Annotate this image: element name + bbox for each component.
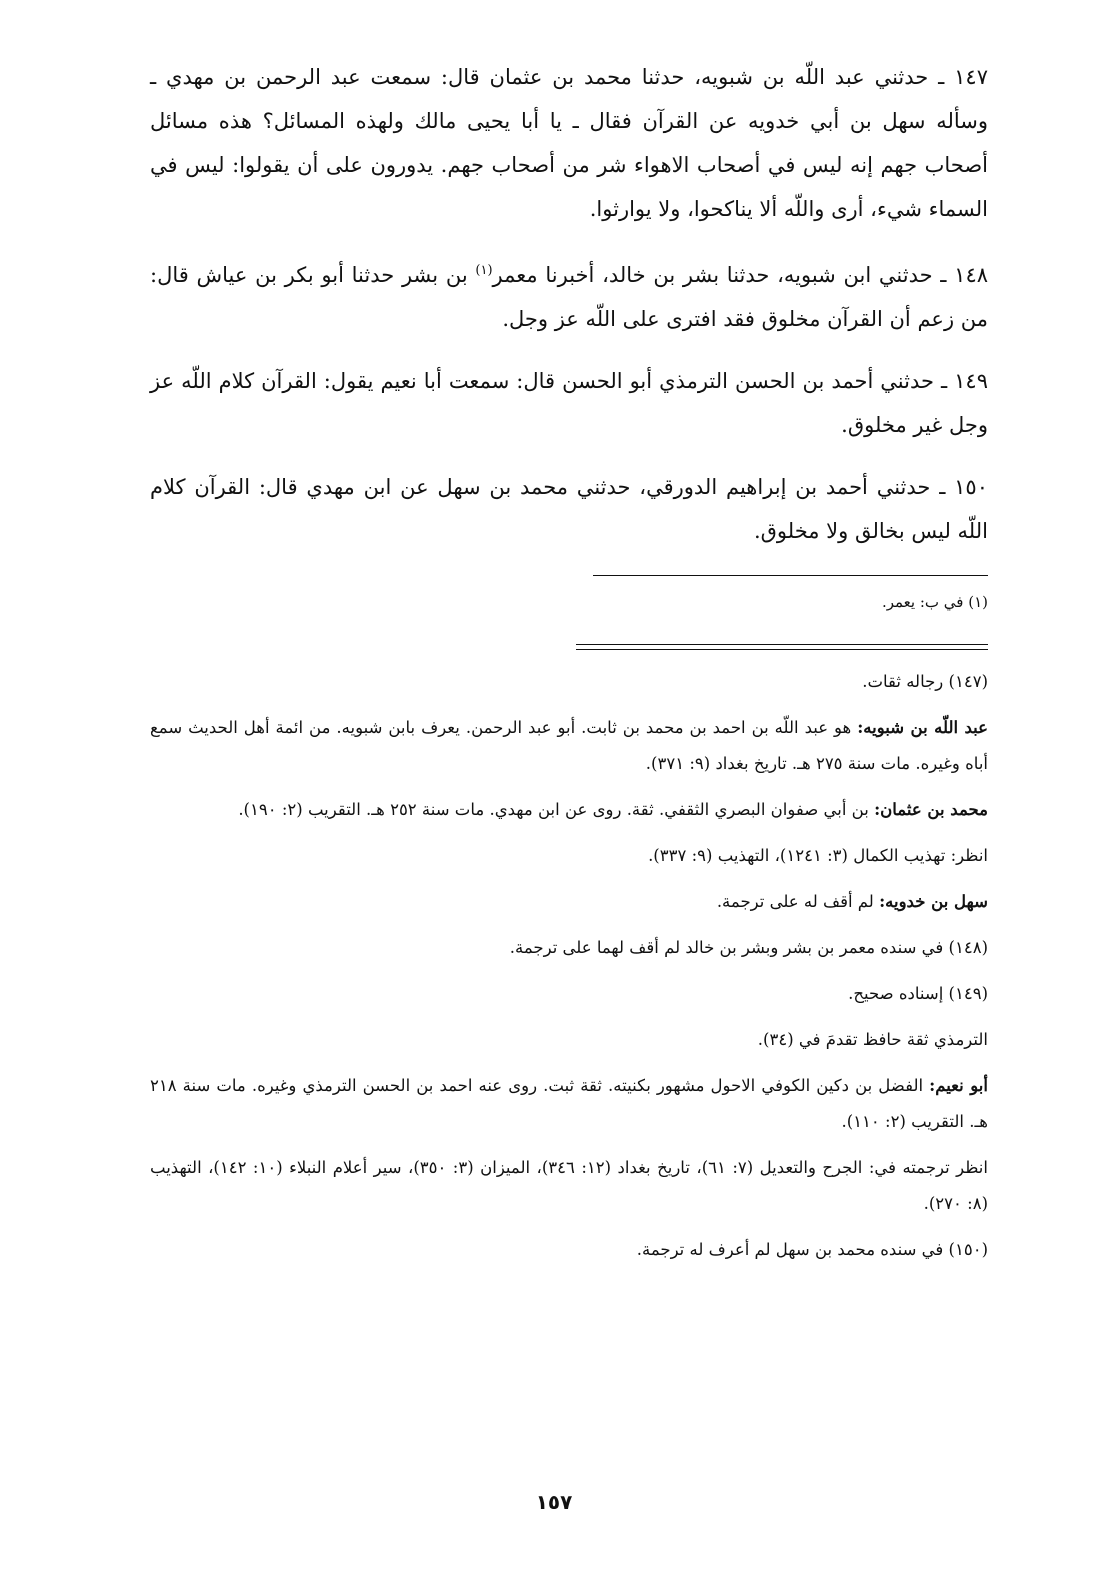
note-tirmidhi: الترمذي ثقة حافظ تقدمَ في (٣٤). bbox=[757, 1030, 988, 1049]
note-147: (١٤٧) رجاله ثقات. bbox=[862, 672, 988, 691]
hadith-148 bbox=[150, 249, 988, 341]
note-148: (١٤٨) في سنده معمر بن بشر وبشر بن خالد لم أقف لهما على ترجمة. bbox=[509, 938, 988, 957]
note-sahl-name: سهل بن خدويه: bbox=[879, 892, 988, 911]
footnote-divider bbox=[593, 575, 988, 576]
note-abdullah-text: هو عبد اللّه بن احمد بن محمد بن ثابت. أبو عبد الرحمن. يعرف بابن شبويه. من ائمة أهل الحديث سمع أباه وغيره. مات سنة ٢٧٥ هـ. تاريخ بغداد (٩: ٣٧١). bbox=[150, 718, 988, 773]
note-sahl-text: لم أقف له على ترجمة. bbox=[716, 892, 880, 911]
footnote-1: (١) في ب: يعمر. bbox=[881, 593, 988, 611]
note-muhammad bbox=[150, 792, 988, 828]
note-see-1: انظر: تهذيب الكمال (٣: ١٢٤١)، التهذيب (٩: ٣٣٧). bbox=[648, 846, 988, 865]
hadith-149: ١٤٩ ـ حدثني أحمد بن الحسن الترمذي أبو الحسن قال: سمعت أبا نعيم يقول: القرآن كلام اللّه عز وجل غير مخلوق. bbox=[150, 369, 988, 437]
note-abdullah bbox=[150, 710, 988, 782]
note-150: (١٥٠) في سنده محمد بن سهل لم أعرف له ترجمة. bbox=[636, 1240, 988, 1259]
hadith-148-text-b: بن بشر حدثنا أبو بكر بن عياش قال: من زعم أن القرآن مخلوق فقد افترى على اللّه عز وجل. bbox=[150, 263, 988, 331]
note-abunuaim bbox=[150, 1068, 988, 1140]
footnote-marker: (١) bbox=[475, 263, 493, 278]
note-abdullah-name: عبد اللّه بن شبويه: bbox=[857, 718, 988, 737]
main-text bbox=[150, 55, 988, 553]
note-149: (١٤٩) إسناده صحيح. bbox=[848, 984, 988, 1003]
page-content bbox=[150, 55, 988, 1278]
notes-divider bbox=[576, 644, 988, 650]
hadith-150: ١٥٠ ـ حدثني أحمد بن إبراهيم الدورقي، حدثني محمد بن سهل عن ابن مهدي قال: القرآن كلام اللّه ليس بخالق ولا مخلوق. bbox=[150, 475, 988, 543]
note-abunuaim-name: أبو نعيم: bbox=[929, 1076, 988, 1095]
hadith-148-text-a: ١٤٨ ـ حدثني ابن شبويه، حدثنا بشر بن خالد، أخبرنا معمر bbox=[492, 263, 989, 287]
hadith-147: ١٤٧ ـ حدثني عبد اللّه بن شبويه، حدثنا محمد بن عثمان قال: سمعت عبد الرحمن بن مهدي ـ وسأله سهل بن أبي خدويه عن القرآن فقال ـ يا أبا يحيى مالك ولهذه المسائل؟ هذه مسائل أصحاب جهم إنه ليس في أصحاب الاهواء شر من أصحاب جهم. يدورون على أن يقولوا: ليس في السماء شيء، أرى واللّه ألا يناكحوا، ولا يوارثوا. bbox=[150, 65, 988, 221]
note-muhammad-name: محمد بن عثمان: bbox=[874, 800, 988, 819]
note-muhammad-text: بن أبي صفوان البصري الثقفي. ثقة. روى عن ابن مهدي. مات سنة ٢٥٢ هـ. التقريب (٢: ١٩٠). bbox=[238, 800, 875, 819]
page-number: ١٥٧ bbox=[535, 1490, 573, 1514]
note-sahl bbox=[150, 884, 988, 920]
commentary-notes bbox=[150, 664, 988, 1268]
note-abunuaim-text: الفضل بن دكين الكوفي الاحول مشهور بكنيته. ثقة ثبت. روى عنه احمد بن الحسن الترمذي وغيره. مات سنة ٢١٨ هـ. التقريب (٢: ١١٠). bbox=[150, 1076, 988, 1131]
note-see-2: انظر ترجمته في: الجرح والتعديل (٧: ٦١)، تاريخ بغداد (١٢: ٣٤٦)، الميزان (٣: ٣٥٠)، سير أعلام النبلاء (١٠: ١٤٢)، التهذيب (٨: ٢٧٠). bbox=[150, 1158, 988, 1213]
